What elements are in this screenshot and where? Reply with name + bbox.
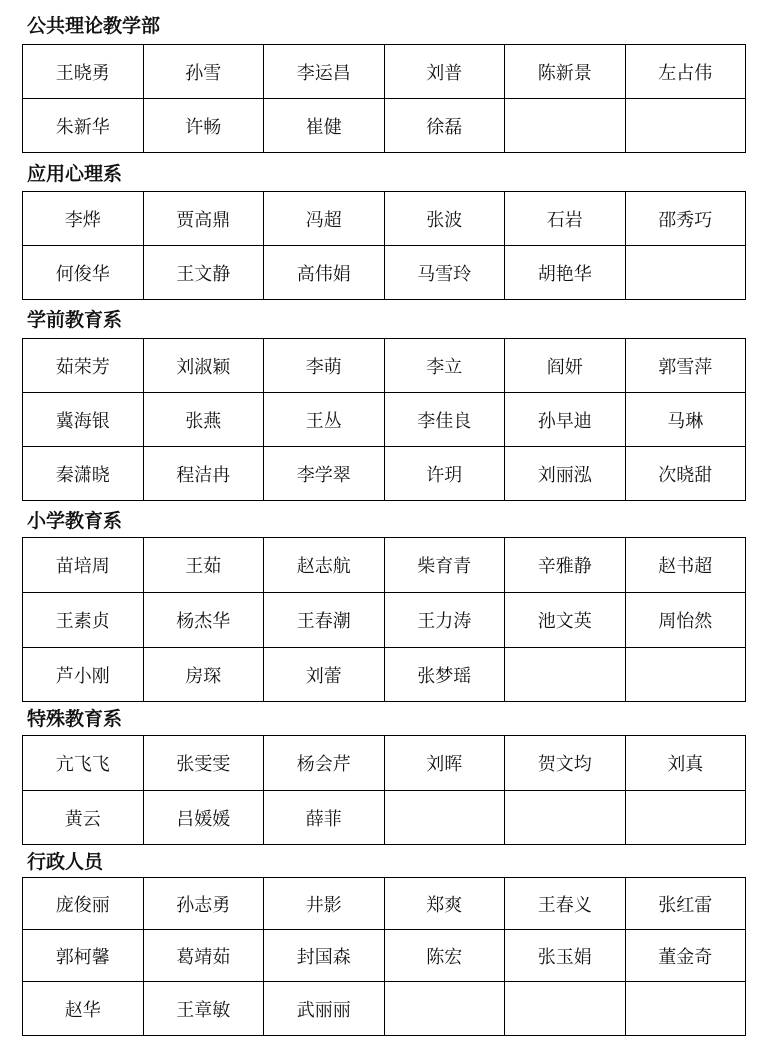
staff-name-cell: 许玥 xyxy=(384,447,505,501)
staff-name-cell: 胡艳华 xyxy=(505,246,626,300)
empty-cell xyxy=(384,982,505,1036)
department-title: 学前教育系 xyxy=(27,309,123,331)
empty-cell xyxy=(625,246,746,300)
table-row xyxy=(23,246,746,300)
table-row xyxy=(23,447,746,501)
staff-name-cell: 孙早迪 xyxy=(505,393,626,447)
staff-name-cell: 贾高鼎 xyxy=(143,192,264,246)
staff-name-cell: 郭柯馨 xyxy=(23,930,144,982)
department-title: 应用心理系 xyxy=(27,163,123,185)
staff-name-cell: 柴育青 xyxy=(384,538,505,593)
staff-name-cell: 陈新景 xyxy=(505,45,626,99)
table-row xyxy=(23,192,746,246)
staff-name-cell: 李学翠 xyxy=(264,447,385,501)
staff-name-cell: 张雯雯 xyxy=(143,736,264,791)
staff-name-cell: 王茹 xyxy=(143,538,264,593)
staff-name-cell: 秦潇晓 xyxy=(23,447,144,501)
staff-name-cell: 李立 xyxy=(384,339,505,393)
staff-name-cell: 李运昌 xyxy=(264,45,385,99)
staff-name-cell: 张波 xyxy=(384,192,505,246)
staff-name-cell: 周怡然 xyxy=(625,593,746,648)
department-title: 小学教育系 xyxy=(27,510,123,532)
department-title: 公共理论教学部 xyxy=(27,15,161,37)
staff-name-cell: 冀海银 xyxy=(23,393,144,447)
staff-name-cell: 张燕 xyxy=(143,393,264,447)
table-row xyxy=(23,648,746,702)
staff-name-cell: 张梦瑶 xyxy=(384,648,505,702)
staff-name-cell: 左占伟 xyxy=(625,45,746,99)
staff-name-cell: 刘晖 xyxy=(384,736,505,791)
staff-name-cell: 刘真 xyxy=(625,736,746,791)
staff-name-cell: 何俊华 xyxy=(23,246,144,300)
empty-cell xyxy=(505,648,626,702)
staff-name-cell: 陈宏 xyxy=(384,930,505,982)
staff-name-cell: 石岩 xyxy=(505,192,626,246)
table-row xyxy=(23,878,746,930)
staff-name-cell: 黄云 xyxy=(23,791,144,845)
empty-cell xyxy=(505,982,626,1036)
staff-name-cell: 赵志航 xyxy=(264,538,385,593)
department-title: 特殊教育系 xyxy=(27,708,123,730)
staff-name-cell: 刘丽泓 xyxy=(505,447,626,501)
staff-name-cell: 王丛 xyxy=(264,393,385,447)
staff-name-cell: 薛菲 xyxy=(264,791,385,845)
staff-name-cell: 李烨 xyxy=(23,192,144,246)
staff-name-cell: 邵秀巧 xyxy=(625,192,746,246)
staff-name-cell: 杨杰华 xyxy=(143,593,264,648)
staff-name-cell: 王春潮 xyxy=(264,593,385,648)
table-row xyxy=(23,339,746,393)
staff-name-cell: 刘普 xyxy=(384,45,505,99)
staff-name-cell: 张玉娟 xyxy=(505,930,626,982)
department-roster-table xyxy=(22,877,746,1036)
department-roster-table xyxy=(22,191,746,300)
staff-name-cell: 杨会芹 xyxy=(264,736,385,791)
staff-name-cell: 阎妍 xyxy=(505,339,626,393)
staff-name-cell: 崔健 xyxy=(264,99,385,153)
staff-name-cell: 辛雅静 xyxy=(505,538,626,593)
staff-name-cell: 赵书超 xyxy=(625,538,746,593)
staff-name-cell: 赵华 xyxy=(23,982,144,1036)
staff-name-cell: 贺文均 xyxy=(505,736,626,791)
staff-name-cell: 孙志勇 xyxy=(143,878,264,930)
empty-cell xyxy=(384,791,505,845)
staff-name-cell: 房琛 xyxy=(143,648,264,702)
table-row xyxy=(23,593,746,648)
empty-cell xyxy=(625,982,746,1036)
staff-name-cell: 高伟娟 xyxy=(264,246,385,300)
table-row xyxy=(23,791,746,845)
department-roster-table xyxy=(22,44,746,153)
empty-cell xyxy=(625,99,746,153)
staff-name-cell: 井影 xyxy=(264,878,385,930)
empty-cell xyxy=(625,791,746,845)
staff-name-cell: 张红雷 xyxy=(625,878,746,930)
staff-name-cell: 李萌 xyxy=(264,339,385,393)
staff-name-cell: 孙雪 xyxy=(143,45,264,99)
table-row xyxy=(23,930,746,982)
staff-name-cell: 郑爽 xyxy=(384,878,505,930)
staff-name-cell: 王章敏 xyxy=(143,982,264,1036)
department-roster-table xyxy=(22,537,746,702)
staff-name-cell: 刘淑颖 xyxy=(143,339,264,393)
staff-name-cell: 王力涛 xyxy=(384,593,505,648)
staff-name-cell: 冯超 xyxy=(264,192,385,246)
empty-cell xyxy=(505,99,626,153)
staff-name-cell: 葛靖茹 xyxy=(143,930,264,982)
empty-cell xyxy=(625,648,746,702)
staff-name-cell: 程洁冉 xyxy=(143,447,264,501)
table-row xyxy=(23,45,746,99)
staff-name-cell: 许畅 xyxy=(143,99,264,153)
department-title: 行政人员 xyxy=(27,851,104,873)
staff-name-cell: 郭雪萍 xyxy=(625,339,746,393)
staff-name-cell: 王晓勇 xyxy=(23,45,144,99)
staff-name-cell: 吕媛媛 xyxy=(143,791,264,845)
staff-name-cell: 庞俊丽 xyxy=(23,878,144,930)
staff-name-cell: 苗培周 xyxy=(23,538,144,593)
empty-cell xyxy=(505,791,626,845)
staff-name-cell: 马琳 xyxy=(625,393,746,447)
staff-name-cell: 次晓甜 xyxy=(625,447,746,501)
staff-name-cell: 武丽丽 xyxy=(264,982,385,1036)
staff-name-cell: 朱新华 xyxy=(23,99,144,153)
table-row xyxy=(23,99,746,153)
staff-name-cell: 芦小刚 xyxy=(23,648,144,702)
staff-name-cell: 徐磊 xyxy=(384,99,505,153)
table-row xyxy=(23,982,746,1036)
department-roster-table xyxy=(22,338,746,501)
staff-name-cell: 刘蕾 xyxy=(264,648,385,702)
staff-name-cell: 池文英 xyxy=(505,593,626,648)
staff-name-cell: 王文静 xyxy=(143,246,264,300)
staff-name-cell: 茹荣芳 xyxy=(23,339,144,393)
department-roster-table xyxy=(22,735,746,845)
staff-name-cell: 马雪玲 xyxy=(384,246,505,300)
staff-name-cell: 王春义 xyxy=(505,878,626,930)
staff-name-cell: 封国森 xyxy=(264,930,385,982)
staff-name-cell: 李佳良 xyxy=(384,393,505,447)
staff-name-cell: 王素贞 xyxy=(23,593,144,648)
staff-name-cell: 亢飞飞 xyxy=(23,736,144,791)
staff-name-cell: 董金奇 xyxy=(625,930,746,982)
table-row xyxy=(23,538,746,593)
table-row xyxy=(23,393,746,447)
table-row xyxy=(23,736,746,791)
